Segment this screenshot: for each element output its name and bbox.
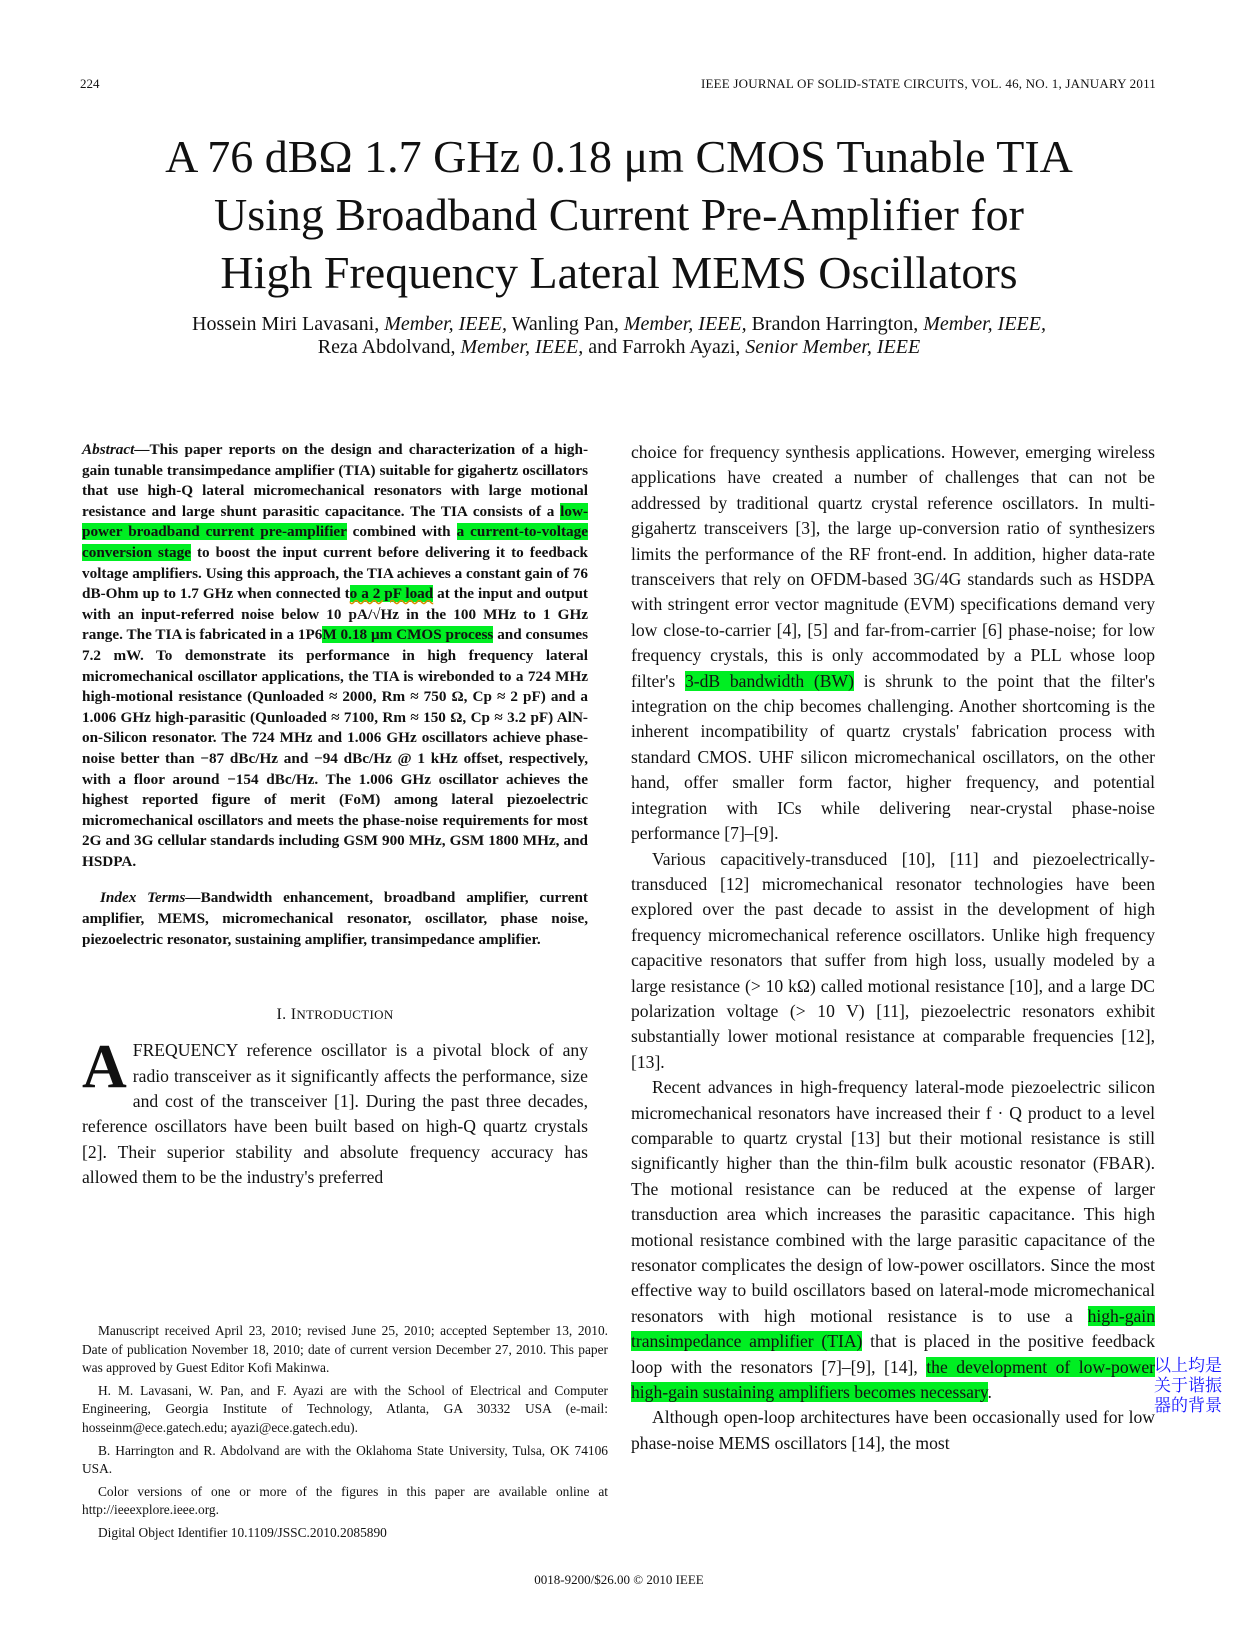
abstract-lead: Abstract— xyxy=(82,441,150,458)
paragraph-text: choice for frequency synthesis applications. However, emerging wireless applications have created a number of challenges that can not be addressed by traditional quartz crystal reference oscillators. In multi-gigahertz transceivers [3], the large up-conversion ratio of synthesizers limits the performance of the RF front-end. In addition, higher data-rate transceivers that rely on OFDM-based 3G/4G standards such as HSDPA with stringent error vector magnitude (EVM) specifications demand very low close-to-carrier [4], [5] and far-from-carrier [6] phase-noise; for low frequency crystals, this is only accommodated by a PLL whose loop filter's xyxy=(631,442,1155,691)
margin-annotation xyxy=(1154,1356,1238,1416)
section-first-letter: I xyxy=(290,1006,297,1024)
highlight-cmos-process: M 0.18 μm CMOS process xyxy=(322,626,494,644)
paragraph-text: is shrunk to the point that the filter's integration on the chip becomes challenging. Another shortcoming is the inherent incompatibility of quartz crystals' fabrication process with standard CMOS. UHF silicon micromechanical oscillators, on the other hand, offer smaller form factor, higher frequency, and potential integration with ICs while delivering near-crystal phase-noise performance [7]–[9]. xyxy=(631,670,1155,844)
author-role: Senior Member, IEEE xyxy=(745,336,921,358)
author-role: Member, IEEE, xyxy=(623,313,747,335)
paragraph-text: Recent advances in high-frequency lateral-mode piezoelectric silicon micromechanical resonators have increased their f · Q product to a level comparable to quartz crystal [13] but their motional resistance is still significantly higher than the thin-film bulk acoustic resonator (FBAR). The motional resistance can be reduced at the expense of larger transduction area which increases the parasitic capacitance. This high motional resistance combined with the large parasitic capacitance of the resonator complicates the design of low-power oscillators. Since the most effective way to build oscillators based on lateral-mode micromechanical resonators with high motional resistance is to use a xyxy=(631,1077,1155,1326)
abstract-text: to boost the input current before delivering it to feedback voltage amplifiers. Using this approach, the TIA achieves a constant gain of 76 dB-Ohm up to 1.7 GHz when connected t xyxy=(82,543,589,603)
copyright-footer: 0018-9200/$26.00 © 2010 IEEE xyxy=(534,1572,704,1587)
footnote-affiliation-1: H. M. Lavasani, W. Pan, and F. Ayazi are with the School of Electrical and Computer Engineering, Georgia Institute of Technology, Atlanta, GA 30332 USA (e-mail: hosseinm@ece.gatech.edu; ayazi@ece.gatech.edu). xyxy=(82,1382,608,1435)
footnote-affiliation-2: B. Harrington and R. Abdolvand are with the Oklahoma State University, Tulsa, OK 74106 USA. xyxy=(82,1442,608,1477)
right-paragraph-4: Although open-loop architectures have been occasionally used for low phase-noise MEMS oscillators [14], the most xyxy=(631,1407,1155,1453)
highlight-preamp: low-power broadband current pre-amplifier xyxy=(82,502,588,541)
highlight-load: o a 2 pF load xyxy=(349,585,434,603)
author-list xyxy=(60,313,1178,359)
abstract-text: at the input and output with an input-referred noise below 10 pA/√Hz in the 100 MHz to 1 GHz range. The TIA is fabricated in a 1P6 xyxy=(82,585,588,644)
author-role: Member, IEEE, xyxy=(923,313,1046,335)
left-column xyxy=(82,440,588,1191)
section-title-rest: NTRODUCTION xyxy=(296,1007,394,1023)
highlight-iv-stage: a current-to-voltage conversion stage xyxy=(82,523,588,561)
section-numeral: I. xyxy=(276,1006,287,1024)
index-terms-lead: Index Terms— xyxy=(100,889,201,907)
section-heading xyxy=(82,1006,588,1024)
footnote-color: Color versions of one or more of the figures in this paper are available online at http://ieeexplore.ieee.org. xyxy=(82,1483,608,1518)
highlight-tia: high-gain transimpedance amplifier (TIA) xyxy=(631,1305,1155,1352)
index-terms xyxy=(82,888,588,950)
abstract-text: and consumes 7.2 mW. To demonstrate its performance in high frequency lateral micromechanical oscillator applications, the TIA is wirebonded to a 724 MHz high-motional resistance (Qunloaded ≈ 2000, Rm ≈ 750 Ω, Cp ≈ 2 pF) and a 1.006 GHz high-parasitic (Qunloaded ≈ 7100, Rm ≈ 150 Ω, Cp ≈ 3.2 pF) AlN-on-Silicon resonator. The 724 MHz and 1.006 GHz oscillators achieve phase-noise better than −87 dBc/Hz and −94 dBc/Hz @ 1 kHz offset, respectively, with a floor around −154 dBc/Hz. The 1.006 GHz oscillator achieves the highest reported figure of merit (FoM) among lateral piezoelectric micromechanical oscillators and meets the phase-noise requirements for most 2G and 3G cellular standards including GSM 900 MHz, GSM 1800 MHz, and HSDPA. xyxy=(82,626,588,870)
abstract xyxy=(82,440,588,872)
author-role: Member, IEEE, xyxy=(384,313,507,335)
annotation-line: 以上均是 xyxy=(1154,1356,1222,1376)
author-name: and Farrokh Ayazi, xyxy=(588,336,741,358)
intro-paragraph xyxy=(82,1033,588,1190)
author-name: Hossein Miri Lavasani, xyxy=(192,313,380,335)
abstract-text: combined with xyxy=(346,523,457,541)
title-line-1: A 76 dBΩ 1.7 GHz 0.18 μm CMOS Tunable TIA xyxy=(165,131,1073,182)
paragraph-text: that is placed in the positive feedback loop with the resonators [7]–[9], [14], xyxy=(631,1331,1155,1377)
drop-cap: A xyxy=(82,1033,127,1102)
author-name: Reza Abdolvand, xyxy=(317,336,456,358)
right-column xyxy=(631,440,1155,1456)
title-line-3: High Frequency Lateral MEMS Oscillators xyxy=(220,247,1018,298)
journal-header: IEEE JOURNAL OF SOLID-STATE CIRCUITS, VOL. 46, NO. 1, JANUARY 2011 xyxy=(700,76,1156,91)
right-paragraph-3 xyxy=(631,1075,1155,1405)
paragraph-text: . xyxy=(987,1382,992,1403)
annotation-line: 器的背景 xyxy=(1154,1396,1222,1416)
right-paragraph-1 xyxy=(631,440,1155,847)
intro-text: FREQUENCY reference oscillator is a pivotal block of any radio transceiver as it significantly affects the performance, size and cost of the transceiver [1]. During the past three decades, reference oscillators have been built based on high-Q quartz crystals [2]. Their superior stability and absolute frequency accuracy has allowed them to be the industry's preferred xyxy=(82,1040,588,1188)
footnotes xyxy=(82,1322,608,1547)
right-paragraph-2: Various capacitively-transduced [10], [11] and piezoelectrically-transduced [12] micromechanical resonator technologies have been explored over the past decade to assist in the development of high frequency micromechanical reference oscillators. Unlike high frequency capacitive resonators that suffer from high loss, usually modeled by a large resistance (> 10 kΩ) called motional resistance [10], and a large DC polarization voltage (> 10 V) [11], piezoelectric resonators exhibit substantially lower motional resistance at comparable frequencies [12], [13]. xyxy=(631,848,1155,1072)
page-number: 224 xyxy=(80,76,100,91)
author-name: Brandon Harrington, xyxy=(751,313,919,335)
abstract-text: This paper reports on the design and characterization of a high-gain tunable transimpedance amplifier (TIA) suitable for gigahertz oscillators that use high-Q lateral micromechanical resonators with large motional resistance and large shunt parasitic capacitance. The TIA consists of a xyxy=(82,441,588,520)
paper-title xyxy=(60,128,1178,302)
highlight-sustaining-amp: the development of low-power high-gain sustaining amplifiers becomes necessary xyxy=(631,1356,1156,1403)
title-line-2: Using Broadband Current Pre-Amplifier for xyxy=(214,189,1024,240)
author-name: Wanling Pan, xyxy=(511,313,619,335)
highlight-bandwidth: 3-dB bandwidth (BW) xyxy=(684,670,854,691)
footnote-doi: Digital Object Identifier 10.1109/JSSC.2010.2085890 xyxy=(98,1524,387,1540)
author-role: Member, IEEE, xyxy=(460,336,584,358)
index-terms-text: Bandwidth enhancement, broadband amplifier, current amplifier, MEMS, micromechanical resonator, oscillator, phase noise, piezoelectric resonator, sustaining amplifier, transimpedance amplifier. xyxy=(82,889,588,948)
footnote-manuscript: Manuscript received April 23, 2010; revised June 25, 2010; accepted September 13, 2010. Date of publication November 18, 2010; date of current version December 27, 2010. This paper was approved by Guest Editor Kofi Makinwa. xyxy=(82,1323,608,1376)
annotation-line: 关于谐振 xyxy=(1154,1376,1222,1396)
